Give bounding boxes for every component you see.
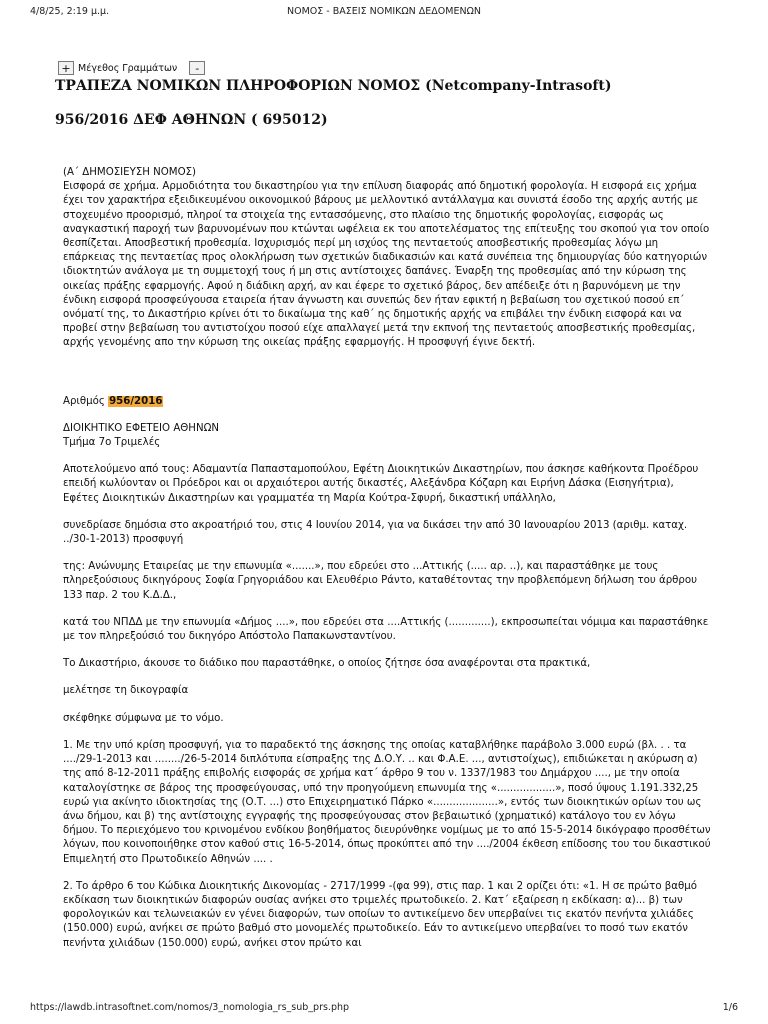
print-url: https://lawdb.intrasoftnet.com/nomos/3_nomologia_rs_sub_prs.php	[30, 1002, 350, 1013]
font-size-controls	[58, 61, 205, 75]
body-paragraph: της: Ανώνυμης Εταιρείας με την επωνυμία «.......», που εδρεύει στο ...Αττικής (..... αρ. ..), και παραστάθηκε με τους πληρεξούσιους δικηγόρους Σοφία Γρηγοριάδου και Ελευθέριο Ράντο, καταθέτοντας την προβλεπόμενη δήλωση του άρθρου 133 παρ. 2 του Κ.Δ.Δ.,	[63, 561, 698, 601]
decision-number-highlight: 956/2016	[109, 395, 163, 407]
decrease-font-button[interactable]: -	[189, 61, 205, 75]
decision-number-label: Αριθμός	[63, 395, 105, 407]
print-page-title: ΝΟΜΟΣ - ΒΑΣΕΙΣ ΝΟΜΙΚΩΝ ΔΕΔΟΜΕΝΩΝ	[287, 6, 481, 17]
body-paragraph: σκέφθηκε σύμφωνα με το νόμο.	[63, 712, 224, 724]
publication-note: (Α΄ ΔΗΜΟΣΙΕΥΣΗ ΝΟΜΟΣ)	[63, 167, 197, 178]
court-name: ΔΙΟΙΚΗΤΙΚΟ ΕΦΕΤΕΙΟ ΑΘΗΝΩΝ	[63, 422, 219, 434]
font-size-label: Μέγεθος Γραμμάτων	[78, 62, 178, 74]
body-paragraph: μελέτησε τη δικογραφία	[63, 685, 189, 697]
print-page-number: 1/6	[722, 1002, 738, 1013]
case-title: 956/2016 ΔΕΦ ΑΘΗΝΩΝ ( 695012)	[55, 112, 328, 128]
body-paragraph: κατά του ΝΠΔΔ με την επωνυμία «Δήμος ....», που εδρεύει στα ....Αττικής (.............), εκπροσωπείται νόμιμα και παραστάθηκε με τον πληρεξούσιό του δικηγόρο Απόστολο Παπακωνσταντίνου.	[63, 616, 709, 643]
document-body	[63, 166, 711, 951]
body-paragraph: Αποτελούμενο από τους: Αδαμαντία Παπασταμοπούλου, Εφέτη Διοικητικών Δικαστηρίων, που άσκησε καθήκοντα Προέδρου επειδή κωλύονταν οι Πρόεδροι και οι αρχαιότεροι αυτής δικαστές, Αλεξάνδρα Κόζαρη και Ειρήνη Δάσκα (Εισηγήτρια), Εφέτες Διοικητικών Δικαστηρίων και γραμματέα τη Μαρία Κούτρα-Σφυρή, δικαστική υπάλληλο,	[63, 464, 699, 504]
court-chamber: Τμήμα 7ο Τριμελές	[63, 437, 161, 449]
body-paragraph: Το Δικαστήριο, άκουσε το διάδικο που παραστάθηκε, ο οποίος ζήτησε όσα αναφέρονται στα πρακτικά,	[63, 658, 591, 670]
summary-paragraph: Εισφορά σε χρήμα. Αρμοδιότητα του δικαστηρίου για την επίλυση διαφοράς από δημοτική φορολογία. Η εισφορά εις χρήμα έχει τον χαρακτήρα εξειδικευμένου οικονομικού βάρους με μελλοντικό αντάλλαγμα και συνιστά έσοδο της αρχής αυτής με στοχευμένο προορισμό, πληροί τα στοιχεία της εντασσόμενης, στο πλαίσιο της δημοτικής φορολογίας, εισφοράς ως αναγκαστική παροχή των βαρυνομένων που κτώνται ωφέλεια εκ του αποτελέσματος της επίτευξης του σκοπού για τον οποίο θεσπίζεται. Αποσβεστική προθεσμία. Ισχυρισμός περί μη ισχύος της πενταετούς αποσβεστικής προθεσμίας λόγω μη επάρκειας της πενταετίας προς ολοκλήρωση των σχετικών διαδικασιών και κατά συνέπεια της δημιουργίας δύο κατηγοριών ιδιοκτητών ανάλογα με τη συμμετοχή τους ή μη στις αντίστοιχες δαπάνες. Έναρξη της προθεσμίας από την κύρωση της οικείας πράξης εφαρμογής. Αφού η διάδικη αρχή, αν και έφερε το σχετικό βάρος, δεν απέδειξε ότι η βαρυνόμενη με την ένδικη εισφορά προσφεύγουσα εταιρεία ήταν άγνωστη και συνεπώς δεν ήταν εφικτή η βεβαίωση του σχετικού ποσού επ΄ ονόματί της, το Δικαστήριο κρίνει ότι το δικαίωμα της καθ΄ ης δημοτικής αρχής να επιβάλει την ένδικη εισφορά και να προβεί στην βεβαίωση του αντιστοίχου ποσού είχε απαλλαγεί μετά την εκπνοή της πενταετούς αποσβεστικής προθεσμίας, αρχής γενομένης απο την κύρωση της οικείας πράξης εφαρμογής. Η προσφυγή έγινε δεκτή.	[63, 181, 710, 349]
body-paragraph: συνεδρίασε δημόσια στο ακροατήριό του, στις 4 Ιουνίου 2014, για να δικάσει την από 30 Ιανουαρίου 2013 (αριθμ. καταχ. ../30-1-2013) προσφυγή	[63, 519, 688, 546]
increase-font-button[interactable]: +	[58, 61, 74, 75]
body-paragraph: 2. Το άρθρο 6 του Κώδικα Διοικητικής Δικονομίας - 2717/1999 -(φα 99), στις παρ. 1 και 2 ορίζει ότι: «1. Η σε πρώτο βαθμό εκδίκαση των διοικητικών διαφορών ουσίας ανήκει στο τριμελές πρωτοδικείο. 2. Κατ΄ εξαίρεση η εκδίκαση: α)... β) των φορολογικών και τελωνειακών εν γένει διαφορών, των οποίων το αντικείμενο δεν υπερβαίνει τις εκατόν πενήντα χιλιάδες (150.000) ευρώ, ανήκει σε πρώτο βαθμό στο μονομελές πρωτοδικείο. Εάν το αντικείμενο υπερβαίνει το ποσό των εκατόν πενήντα χιλιάδων (150.000) ευρώ, ανήκει στον πρώτο και	[63, 880, 697, 949]
decision-number	[63, 395, 711, 409]
print-datetime: 4/8/25, 2:19 μ.μ.	[30, 6, 110, 17]
print-footer	[0, 1002, 768, 1016]
print-header	[0, 6, 768, 20]
database-title: ΤΡΑΠΕΖΑ ΝΟΜΙΚΩΝ ΠΛΗΡΟΦΟΡΙΩΝ ΝΟΜΟΣ (Netcompany-Intrasoft)	[55, 78, 612, 94]
body-paragraph: 1. Με την υπό κρίση προσφυγή, για το παραδεκτό της άσκησης της οποίας καταβλήθηκε παράβολο 3.000 ευρώ (βλ. . . τα ..../29-1-2013 και ......../26-5-2014 διπλότυπα είσπραξης της Δ.Ο.Υ. .. και Φ.Α.Ε. ..., αντιστοίχως), επιδιώκεται η ακύρωση α) της από 8-12-2011 πράξης επιβολής εισφοράς σε χρήμα κατ΄ άρθρο 9 του ν. 1337/1983 του Δημάρχου ...., με την οποία καταλογίστηκε σε βάρος της προσφεύγουσας, υπό την προηγούμενη επωνυμία της «..................», ποσό ύψους 1.191.332,25 ευρώ για ακίνητο ιδιοκτησίας της (Ο.Τ. ...) στο Επιχειρηματικό Πάρκο «....................», εντός των διοικητικών ορίων του ως άνω δήμου, και β) της αντίστοιχης εγγραφής της προσφεύγουσας στον βεβαιωτικό (χρηματικό) κατάλογο του εν λόγω δήμου. Το περιεχόμενο του κρινομένου ενδίκου βοηθήματος διευρύνθηκε νομίμως με το από 15-5-2014 δικόγραφο προσθέτων λόγων, που κοινοποιήθηκε στον καθού στις 16-5-2014, όπως προκύπτει από την ..../2004 έκθεση επίδοσης του του δικαστικού Επιμελητή στο Πρωτοδικείο Αθηνών .... .	[63, 739, 711, 865]
